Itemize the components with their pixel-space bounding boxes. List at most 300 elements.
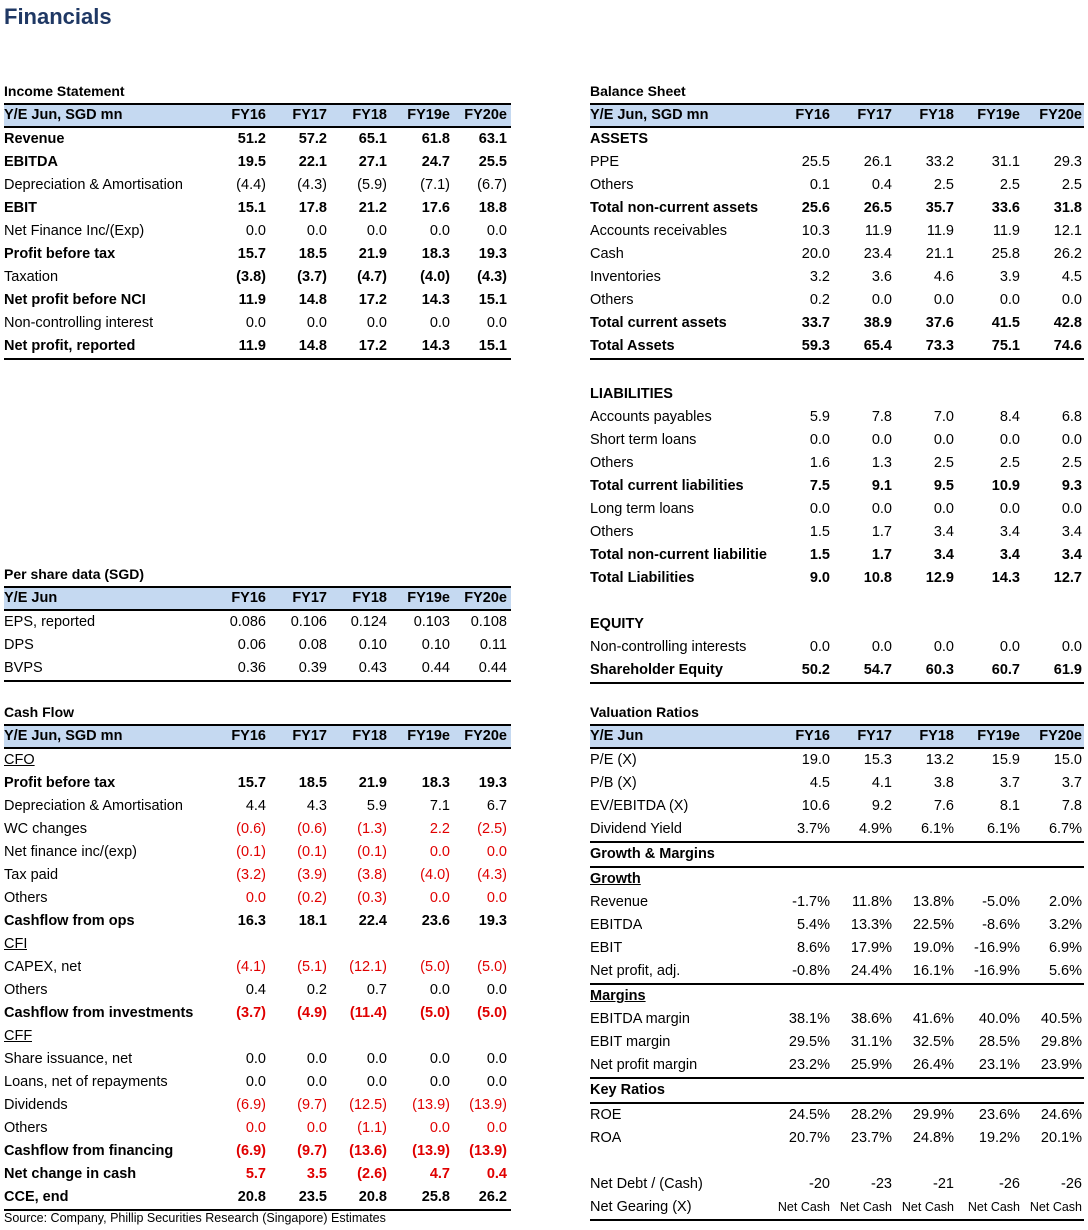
row-value: 0.10 <box>421 637 450 653</box>
table-row <box>590 868 1084 891</box>
row-value: (5.1) <box>297 959 327 975</box>
row-value: 7.8 <box>1061 798 1082 814</box>
row-value: (12.1) <box>349 959 387 975</box>
row-label: Total Liabilities <box>590 570 695 586</box>
row-label: ROE <box>590 1107 622 1123</box>
row-value: 0.0 <box>871 292 892 308</box>
row-value: 59.3 <box>801 338 830 354</box>
row-value: 0.0 <box>999 292 1020 308</box>
row-value: 28.2% <box>850 1107 892 1123</box>
row-value: (9.7) <box>297 1143 327 1159</box>
row-value: (0.6) <box>236 821 266 837</box>
table-row <box>590 429 1084 452</box>
row-value: (5.0) <box>420 959 450 975</box>
row-value: 57.2 <box>298 131 327 147</box>
row-value: 4.1 <box>871 775 892 791</box>
row-value: 41.6% <box>912 1011 954 1027</box>
row-value: 5.7 <box>245 1166 266 1182</box>
row-value: 8.6% <box>796 940 830 956</box>
row-value: 3.7 <box>1061 775 1082 791</box>
header-year: FY18 <box>352 728 387 744</box>
row-label: Inventories <box>590 269 661 285</box>
row-value: 0.0 <box>486 890 507 906</box>
row-label: Depreciation & Amortisation <box>4 177 183 193</box>
row-value: 0.4 <box>871 177 892 193</box>
row-value: 23.6% <box>978 1107 1020 1123</box>
row-value: 2.5 <box>933 177 954 193</box>
table-row <box>590 289 1084 312</box>
row-value: 0.0 <box>306 1120 327 1136</box>
row-value: 14.8 <box>298 292 327 308</box>
row-value: 21.2 <box>358 200 387 216</box>
row-value: 25.5 <box>801 154 830 170</box>
row-label: Profit before tax <box>4 775 116 791</box>
row-value: (4.4) <box>236 177 266 193</box>
row-value: 4.5 <box>1061 269 1082 285</box>
table-row <box>4 1163 511 1186</box>
header-year: FY18 <box>352 107 387 123</box>
row-label: Revenue <box>590 894 649 910</box>
row-value: 23.1% <box>978 1057 1020 1073</box>
row-value: 3.4 <box>1061 524 1082 540</box>
table-row <box>590 1079 1084 1104</box>
row-label: CAPEX, net <box>4 959 82 975</box>
row-value: 24.7 <box>421 154 450 170</box>
row-label: Total current liabilities <box>590 478 744 494</box>
row-value: 0.0 <box>429 1120 450 1136</box>
row-value: 0.0 <box>306 223 327 239</box>
table-row <box>590 452 1084 475</box>
row-value: 25.8 <box>991 246 1020 262</box>
table-row <box>590 197 1084 220</box>
table-row <box>4 289 511 312</box>
row-value: 17.9% <box>850 940 892 956</box>
row-value: 24.8% <box>912 1130 954 1146</box>
row-value: 5.6% <box>1048 963 1082 979</box>
row-label: Depreciation & Amortisation <box>4 798 183 814</box>
row-value: (6.7) <box>477 177 507 193</box>
row-value: 7.1 <box>429 798 450 814</box>
row-value: 3.4 <box>999 524 1020 540</box>
header-year: FY17 <box>857 107 892 123</box>
row-value: 3.5 <box>306 1166 327 1182</box>
row-value: 15.7 <box>237 775 266 791</box>
row-value: 9.2 <box>871 798 892 814</box>
row-value: 0.0 <box>933 501 954 517</box>
row-value: 0.2 <box>809 292 830 308</box>
table-row <box>4 1140 511 1163</box>
table-row <box>4 312 511 335</box>
table-row <box>590 312 1084 335</box>
row-value: 16.1% <box>912 963 954 979</box>
row-value: 2.0% <box>1048 894 1082 910</box>
row-label: Net profit, reported <box>4 338 136 354</box>
row-value: 23.7% <box>850 1130 892 1146</box>
row-value: 28.5% <box>978 1034 1020 1050</box>
row-value: (4.3) <box>297 177 327 193</box>
row-value: 31.1% <box>850 1034 892 1050</box>
row-value: 0.0 <box>306 1074 327 1090</box>
row-value: 2.5 <box>999 455 1020 471</box>
row-value: 17.6 <box>421 200 450 216</box>
row-value: 51.2 <box>237 131 266 147</box>
table-title: Cash Flow <box>4 704 75 720</box>
row-value: 1.5 <box>809 547 830 563</box>
row-value: 9.0 <box>809 570 830 586</box>
row-value: 22.4 <box>358 913 387 929</box>
row-label: Tax paid <box>4 867 59 883</box>
table-header-row <box>4 586 511 611</box>
table-row <box>4 634 511 657</box>
row-value: 0.0 <box>306 315 327 331</box>
row-value: 0.4 <box>245 982 266 998</box>
row-value: 0.4 <box>486 1166 507 1182</box>
row-value: 6.1% <box>920 821 954 837</box>
row-value: (5.0) <box>477 959 507 975</box>
row-value: 8.1 <box>999 798 1020 814</box>
table-row <box>590 1104 1084 1127</box>
row-label: P/B (X) <box>590 775 637 791</box>
row-value: Net Cash <box>1029 1200 1082 1214</box>
row-value: 25.8 <box>421 1189 450 1205</box>
row-value: (3.8) <box>236 269 266 285</box>
table-row <box>590 1173 1084 1196</box>
row-value: 41.5 <box>991 315 1020 331</box>
row-value: 0.0 <box>933 432 954 448</box>
row-label: Total non-current assets <box>590 200 759 216</box>
row-value: 4.3 <box>306 798 327 814</box>
row-label: EV/EBITDA (X) <box>590 798 689 814</box>
row-value: 11.9 <box>864 223 892 239</box>
row-value: 9.3 <box>1061 478 1082 494</box>
row-label: Total non-current liabilitie <box>590 547 767 563</box>
header-label: Y/E Jun, SGD mn <box>590 107 709 123</box>
row-value: 0.0 <box>366 223 387 239</box>
table-row <box>590 1196 1084 1221</box>
row-value: 23.2% <box>788 1057 830 1073</box>
row-value: 3.4 <box>933 524 954 540</box>
row-value: Net Cash <box>839 1200 892 1214</box>
table-row <box>4 841 511 864</box>
row-value: 0.0 <box>486 315 507 331</box>
row-label: Others <box>590 292 634 308</box>
row-label: EBIT margin <box>590 1034 671 1050</box>
row-label: EBITDA margin <box>590 1011 690 1027</box>
row-value: 0.0 <box>809 501 830 517</box>
row-label: Short term loans <box>590 432 697 448</box>
row-value: 10.3 <box>801 223 830 239</box>
header-year: FY19e <box>407 590 450 606</box>
row-value: 10.9 <box>991 478 1020 494</box>
row-label: Total Assets <box>590 338 675 354</box>
row-value: 0.0 <box>933 639 954 655</box>
table-row <box>590 567 1084 590</box>
row-value: 0.0 <box>245 1120 266 1136</box>
row-value: 26.2 <box>478 1189 507 1205</box>
table-row <box>4 1071 511 1094</box>
row-value: 11.8% <box>851 894 892 910</box>
row-value: -1.7% <box>792 894 830 910</box>
row-value: 75.1 <box>991 338 1020 354</box>
row-value: 0.0 <box>366 1051 387 1067</box>
row-value: (13.9) <box>469 1097 507 1113</box>
row-label: EBIT <box>590 940 623 956</box>
table-row <box>590 498 1084 521</box>
table-row <box>590 406 1084 429</box>
row-value: 0.086 <box>229 614 266 630</box>
row-label: Cash <box>590 246 624 262</box>
row-label: CFF <box>4 1028 33 1044</box>
row-value: 21.1 <box>925 246 954 262</box>
row-value: (3.2) <box>236 867 266 883</box>
row-value: 5.9 <box>366 798 387 814</box>
row-value: 20.7% <box>788 1130 830 1146</box>
row-value: 15.1 <box>478 292 507 308</box>
table-row <box>4 864 511 887</box>
row-value: 20.0 <box>801 246 830 262</box>
row-value: -26 <box>1061 1176 1082 1192</box>
row-value: Net Cash <box>777 1200 830 1214</box>
row-value: (0.1) <box>357 844 387 860</box>
table-row <box>4 1002 511 1025</box>
row-value: 15.1 <box>237 200 266 216</box>
table-row <box>590 521 1084 544</box>
table-row <box>590 818 1084 843</box>
row-value: 14.3 <box>991 570 1020 586</box>
row-value: 2.5 <box>933 455 954 471</box>
row-value: 13.3% <box>850 917 892 933</box>
row-label: EPS, reported <box>4 614 96 630</box>
header-year: FY20e <box>464 107 507 123</box>
table-row <box>590 772 1084 795</box>
table-row <box>4 933 511 956</box>
row-value: 26.2 <box>1053 246 1082 262</box>
header-year: FY18 <box>919 107 954 123</box>
row-label: Share issuance, net <box>4 1051 133 1067</box>
row-value: 32.5% <box>912 1034 954 1050</box>
row-value: -26 <box>999 1176 1020 1192</box>
row-value: 18.3 <box>421 246 450 262</box>
table-header-row <box>590 724 1084 749</box>
row-label: ASSETS <box>590 131 649 147</box>
row-label: ROA <box>590 1130 622 1146</box>
row-value: 0.124 <box>350 614 387 630</box>
row-value: 0.0 <box>366 315 387 331</box>
row-value: 29.3 <box>1053 154 1082 170</box>
table-row <box>4 818 511 841</box>
row-value: 3.4 <box>933 547 954 563</box>
row-value: (13.6) <box>349 1143 387 1159</box>
row-value: 0.43 <box>358 660 387 676</box>
row-value: 1.7 <box>871 524 892 540</box>
row-value: 3.9 <box>999 269 1020 285</box>
row-value: 37.6 <box>925 315 954 331</box>
row-value: (9.7) <box>297 1097 327 1113</box>
row-value: 0.0 <box>245 890 266 906</box>
row-value: 3.6 <box>871 269 892 285</box>
row-value: (6.9) <box>236 1097 266 1113</box>
header-year: FY20e <box>1039 107 1082 123</box>
row-value: (3.8) <box>357 867 387 883</box>
row-value: 15.0 <box>1053 752 1082 768</box>
row-value: 3.4 <box>999 547 1020 563</box>
row-value: 0.0 <box>933 292 954 308</box>
row-value: (11.4) <box>349 1005 387 1021</box>
row-value: 7.5 <box>809 478 830 494</box>
row-value: 0.2 <box>306 982 327 998</box>
row-value: 0.0 <box>429 1074 450 1090</box>
row-value: 12.7 <box>1053 570 1082 586</box>
header-year: FY17 <box>292 107 327 123</box>
row-value: 0.0 <box>999 432 1020 448</box>
row-value: 4.5 <box>809 775 830 791</box>
header-year: FY19e <box>977 728 1020 744</box>
row-value: (13.9) <box>469 1143 507 1159</box>
row-value: 14.3 <box>421 292 450 308</box>
row-value: 20.1% <box>1040 1130 1082 1146</box>
row-value: 9.5 <box>933 478 954 494</box>
table-row <box>4 1117 511 1140</box>
row-value: 38.6% <box>850 1011 892 1027</box>
row-value: 17.2 <box>358 292 387 308</box>
row-value: 2.5 <box>999 177 1020 193</box>
header-year: FY20e <box>1039 728 1082 744</box>
table-row <box>590 1008 1084 1031</box>
row-label: Others <box>590 455 634 471</box>
row-label: DPS <box>4 637 34 653</box>
row-value: (13.9) <box>412 1097 450 1113</box>
row-value: 18.5 <box>298 775 327 791</box>
row-label: Net Gearing (X) <box>590 1199 692 1215</box>
row-value: 0.0 <box>429 315 450 331</box>
row-value: 23.6 <box>421 913 450 929</box>
header-year: FY17 <box>292 728 327 744</box>
table-row <box>4 956 511 979</box>
row-value: 19.0 <box>801 752 830 768</box>
row-label: CFO <box>4 752 35 768</box>
table-row <box>590 128 1084 151</box>
row-value: 19.3 <box>478 246 507 262</box>
row-value: 13.8% <box>912 894 954 910</box>
row-label: Growth & Margins <box>590 846 715 862</box>
row-value: 3.8 <box>933 775 954 791</box>
table-row <box>4 243 511 266</box>
row-value: Net Cash <box>901 1200 954 1214</box>
row-value: 0.0 <box>871 432 892 448</box>
row-value: 19.5 <box>237 154 266 170</box>
row-value: (5.0) <box>477 1005 507 1021</box>
table-row <box>590 383 1084 406</box>
row-value: -0.8% <box>792 963 830 979</box>
row-value: 3.7% <box>796 821 830 837</box>
row-value: 18.5 <box>298 246 327 262</box>
row-value: 0.0 <box>1061 292 1082 308</box>
row-label: BVPS <box>4 660 43 676</box>
table-row <box>4 795 511 818</box>
row-value: 0.0 <box>245 315 266 331</box>
header-year: FY18 <box>919 728 954 744</box>
row-label: Others <box>4 982 48 998</box>
table-row <box>590 1150 1084 1173</box>
table-title: Income Statement <box>4 83 125 99</box>
row-value: 0.0 <box>999 639 1020 655</box>
row-label: Others <box>4 1120 48 1136</box>
table-header-row <box>4 103 511 128</box>
row-value: (0.2) <box>297 890 327 906</box>
row-value: (4.3) <box>477 269 507 285</box>
row-value: (3.7) <box>236 1005 266 1021</box>
row-label: Accounts payables <box>590 409 712 425</box>
row-value: -23 <box>871 1176 892 1192</box>
row-value: 6.8 <box>1061 409 1082 425</box>
row-value: 0.0 <box>429 223 450 239</box>
row-label: EBITDA <box>4 154 58 170</box>
row-value: 54.7 <box>863 662 892 678</box>
row-value: 0.11 <box>479 637 507 653</box>
row-value: 0.0 <box>486 1051 507 1067</box>
row-value: 29.5% <box>788 1034 830 1050</box>
header-year: FY18 <box>352 590 387 606</box>
table-row <box>590 220 1084 243</box>
row-value: 0.0 <box>871 639 892 655</box>
row-label: Dividends <box>4 1097 68 1113</box>
row-value: 25.6 <box>801 200 830 216</box>
row-value: 2.2 <box>429 821 450 837</box>
row-value: 60.7 <box>991 662 1020 678</box>
header-year: FY17 <box>857 728 892 744</box>
table-row <box>590 475 1084 498</box>
row-value: (12.5) <box>349 1097 387 1113</box>
header-year: FY19e <box>407 107 450 123</box>
table-row <box>4 128 511 151</box>
row-value: 22.1 <box>298 154 327 170</box>
row-value: 0.7 <box>366 982 387 998</box>
row-value: 12.1 <box>1053 223 1082 239</box>
table-row <box>590 613 1084 636</box>
per-share-table <box>4 563 511 682</box>
row-label: Total current assets <box>590 315 727 331</box>
row-label: Revenue <box>4 131 65 147</box>
row-value: 10.6 <box>801 798 830 814</box>
row-value: 17.2 <box>358 338 387 354</box>
row-value: 40.0% <box>978 1011 1020 1027</box>
row-value: 7.6 <box>933 798 954 814</box>
row-label: Dividend Yield <box>590 821 682 837</box>
row-value: 35.7 <box>925 200 954 216</box>
row-value: 12.9 <box>925 570 954 586</box>
row-value: -21 <box>933 1176 954 1192</box>
header-year: FY16 <box>231 590 266 606</box>
table-row <box>4 174 511 197</box>
row-value: 33.2 <box>925 154 954 170</box>
row-value: 2.5 <box>1061 455 1082 471</box>
table-row <box>590 795 1084 818</box>
header-year: FY16 <box>231 107 266 123</box>
row-value: -16.9% <box>974 940 1020 956</box>
row-value: 0.0 <box>429 844 450 860</box>
row-value: (5.9) <box>357 177 387 193</box>
row-value: 31.8 <box>1053 200 1082 216</box>
row-value: 19.0% <box>912 940 954 956</box>
table-row <box>4 220 511 243</box>
row-value: (4.9) <box>297 1005 327 1021</box>
row-value: 1.6 <box>809 455 830 471</box>
table-row <box>590 914 1084 937</box>
row-value: 0.06 <box>237 637 266 653</box>
row-value: 0.10 <box>358 637 387 653</box>
row-value: (3.7) <box>297 269 327 285</box>
row-value: 6.9% <box>1048 940 1082 956</box>
